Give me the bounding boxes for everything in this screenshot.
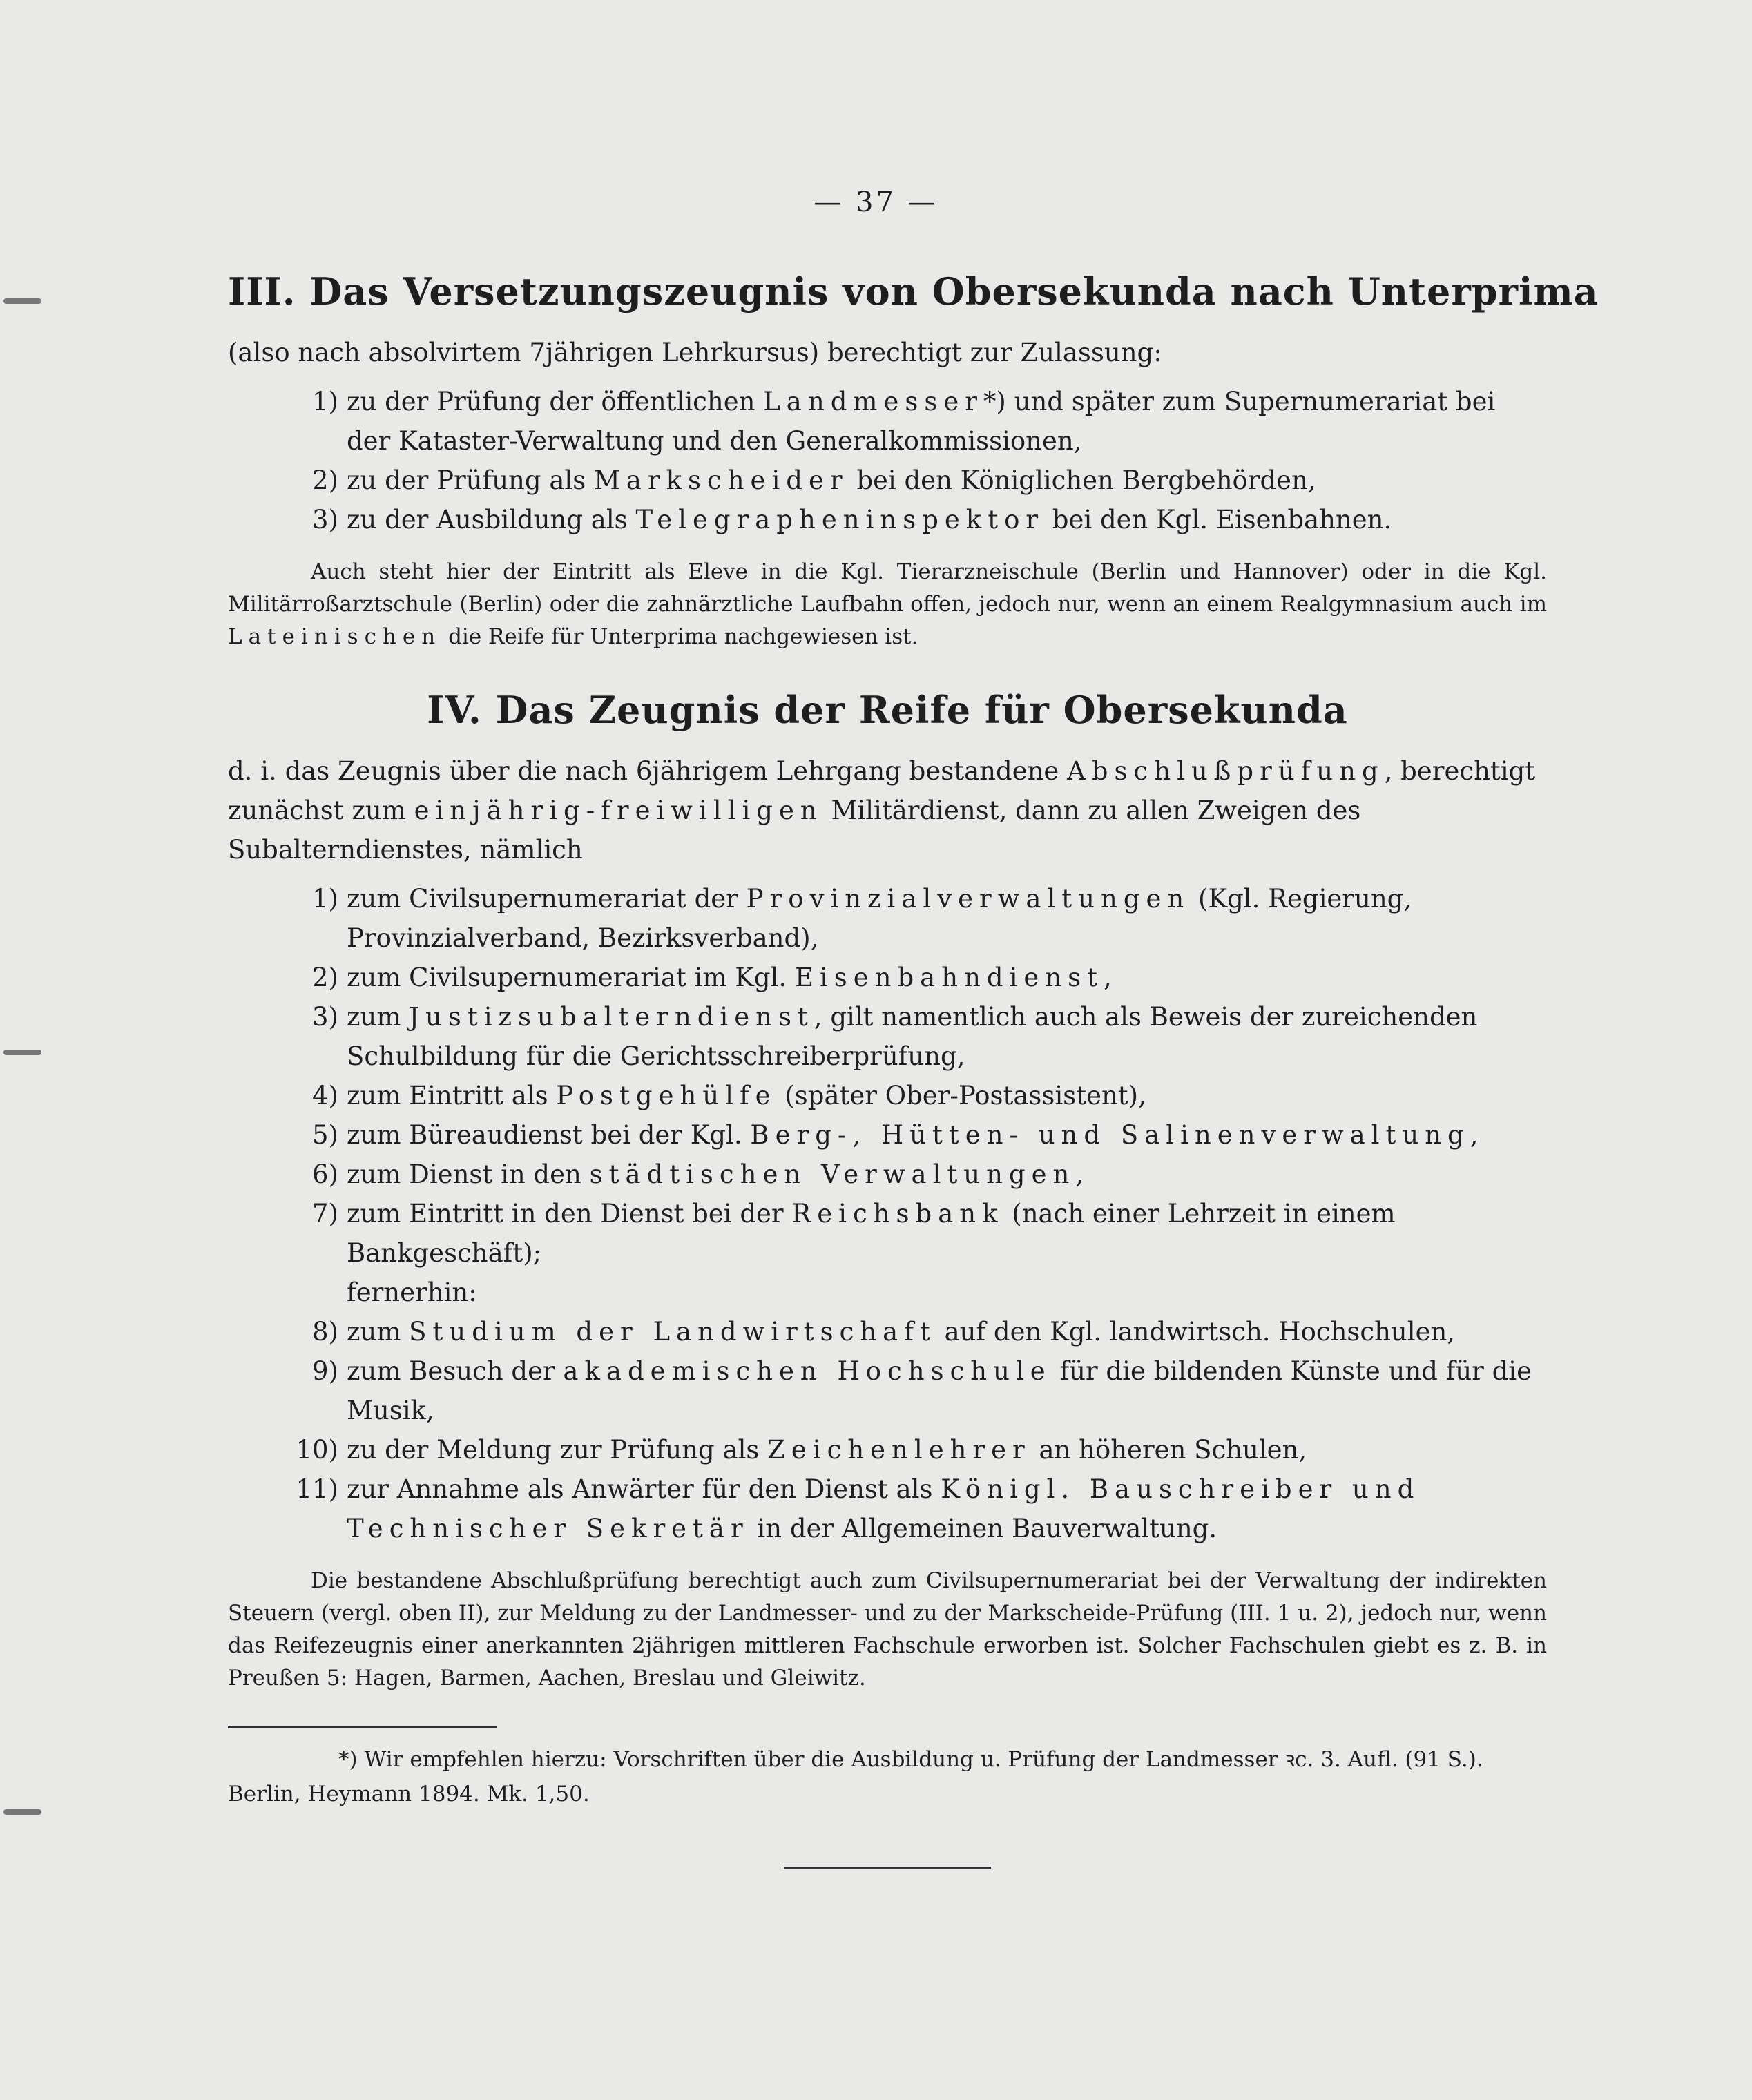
- section-iv-heading: IV. Das Zeugnis der Reife für Obersekunda: [427, 688, 1348, 732]
- section-iii-note: Auch steht hier der Eintritt als Eleve in die Kgl. Tierarzneischule (Berlin und Hannover) oder in die Kgl. Militärroßarztschule (Berlin) oder die zahnärztliche Laufbahn offen, jedoch nur, wenn an einem Realgymnasium auch im Lateinischen die Reife für Unterprima nachgewiesen ist.: [228, 559, 1547, 649]
- footnote: *) Wir empfehlen hierzu: Vorschriften über die Ausbildung u. Prüfung der Landmesser ꝛc. 3. Aufl. (91 S.). Berlin, Heymann 1894. Mk. 1,50.: [228, 1747, 1483, 1807]
- section-iv: [228, 688, 1547, 1695]
- section-iii: [228, 269, 1599, 653]
- list-item: 6) zum Dienst in den städtischen Verwaltungen,: [312, 1159, 1084, 1189]
- list-item: 10) zu der Meldung zur Prüfung als Zeichenlehrer an höheren Schulen,: [296, 1435, 1307, 1465]
- list-item: 11) zur Annahme als Anwärter für den Dienst als Königl. Bauschreiber und Technischer Sekretär in der Allgemeinen Bauverwaltung.: [296, 1474, 1421, 1543]
- end-rule: [784, 1867, 991, 1869]
- scan-margin-mark: [3, 1050, 41, 1055]
- fernerhin-label: fernerhin:: [347, 1278, 477, 1307]
- list-item: 3) zu der Ausbildung als Telegrapheninspektor bei den Kgl. Eisenbahnen.: [312, 505, 1392, 534]
- page-number: — 37 —: [814, 186, 938, 218]
- list-item: 8) zum Studium der Landwirtschaft auf den Kgl. landwirtsch. Hochschulen,: [312, 1317, 1456, 1347]
- list-item: 2) zum Civilsupernumerariat im Kgl. Eisenbahndienst,: [312, 963, 1112, 992]
- footnote-divider: [228, 1726, 497, 1728]
- list-item: 2) zu der Prüfung als Markscheider bei den Königlichen Bergbehörden,: [312, 465, 1316, 495]
- section-iii-intro: (also nach absolvirtem 7jährigen Lehrkursus) berechtigt zur Zulassung:: [228, 338, 1162, 367]
- list-item: 1) zum Civilsupernumerariat der Provinzialverwaltungen (Kgl. Regierung, Provinzialverband, Bezirksverband),: [312, 884, 1412, 953]
- list-item: 1) zu der Prüfung der öffentlichen Landmesser*) und später zum Supernumerariat bei der Kataster-Verwaltung und den Generalkommissionen,: [312, 387, 1496, 456]
- section-iv-note: Die bestandene Abschlußprüfung berechtigt auch zum Civilsupernumerariat bei der Verwaltung der indirekten Steuern (vergl. oben II), zur Meldung zu der Landmesser- und zu der Markscheide-Prüfung (III. 1 u. 2), jedoch nur, wenn das Reifezeugnis einer anerkannten 2jährigen mittleren Fachschule erworben ist. Solcher Fachschulen giebt es z. B. in Preußen 5: Hagen, Barmen, Aachen, Breslau und Gleiwitz.: [228, 1568, 1547, 1690]
- list-item: 3) zum Justizsubalterndienst, gilt namentlich auch als Beweis der zureichenden Schulbildung für die Gerichtsschreiberprüfung,: [312, 1002, 1478, 1071]
- list-item: 5) zum Büreaudienst bei der Kgl. Berg-, Hütten- und Salinenverwaltung,: [312, 1120, 1479, 1150]
- list-item: 9) zum Besuch der akademischen Hochschule für die bildenden Künste und für die Musik,: [312, 1356, 1532, 1425]
- page-content: [228, 269, 1599, 1869]
- scan-margin-mark: [3, 298, 41, 304]
- list-item: 4) zum Eintritt als Postgehülfe (später Ober-Postassistent),: [312, 1081, 1146, 1110]
- section-iii-heading: III. Das Versetzungszeugnis von Obersekunda nach Unterprima: [228, 269, 1599, 314]
- scan-margin-mark: [3, 1809, 41, 1815]
- list-item: 7) zum Eintritt in den Dienst bei der Reichsbank (nach einer Lehrzeit in einem Bankgeschäft);: [312, 1199, 1396, 1268]
- section-iv-intro: d. i. das Zeugnis über die nach 6jährigem Lehrgang bestandene Abschlußprüfung, berechtigt zunächst zum einjährig-freiwilligen Militärdienst, dann zu allen Zweigen des Subalterndienstes, nämlich: [228, 756, 1536, 865]
